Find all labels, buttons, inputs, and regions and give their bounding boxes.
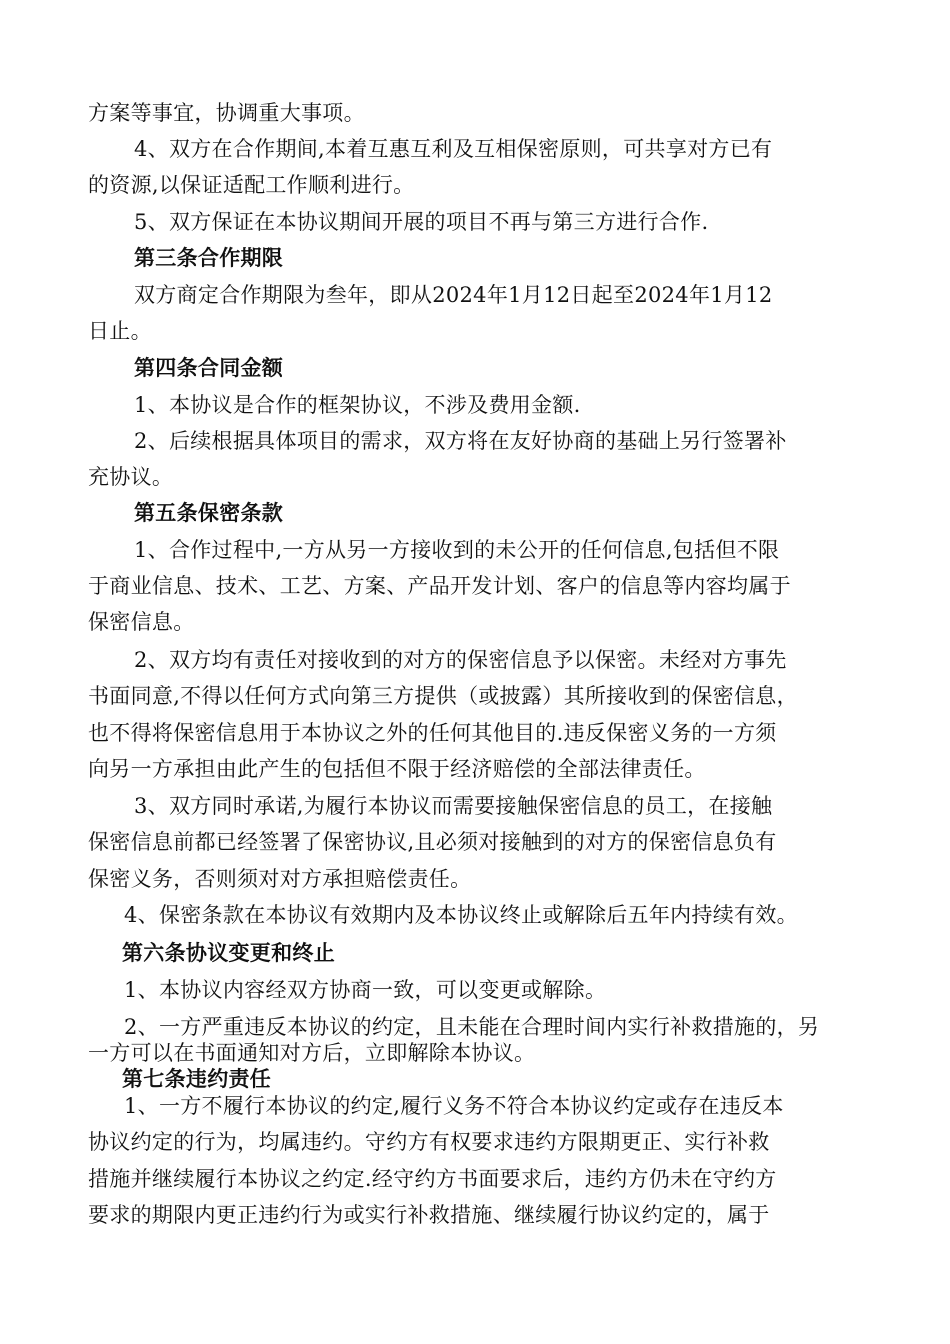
body-line: 一方可以在书面通知对方后，立即解除本协议。 [88,1041,536,1065]
clause-item: 2、一方严重违反本协议的约定，且未能在合理时间内实行补救措施的，另 [124,1015,820,1039]
section-heading-4: 第四条合同金额 [134,355,284,380]
clause-item: 3、双方同时承诺,为履行本协议而需要接触保密信息的员工，在接触 [134,794,773,818]
body-line: 的资源,以保证适配工作顺利进行。 [88,173,415,197]
body-line: 也不得将保密信息用于本协议之外的任何其他目的.违反保密义务的一方须 [88,721,777,745]
clause-item: 双方商定合作期限为叁年，即从2024年1月12日起至2024年1月12 [134,283,773,307]
body-line: 协议约定的行为，均属违约。守约方有权要求违约方限期更正、实行补救 [88,1130,770,1154]
body-line: 保密信息前都已经签署了保密协议,且必须对接触到的对方的保密信息负有 [88,830,777,854]
clause-item: 1、一方不履行本协议的约定,履行义务不符合本协议约定或存在违反本 [124,1094,784,1118]
body-line: 方案等事宜，协调重大事项。 [88,101,365,125]
clause-item: 5、双方保证在本协议期间开展的项目不再与第三方进行合作. [134,210,709,234]
section-heading-5: 第五条保密条款 [134,500,284,525]
clause-item: 1、本协议内容经双方协商一致，可以变更或解除。 [124,978,607,1002]
section-heading-6: 第六条协议变更和终止 [122,940,335,965]
body-line: 日止。 [88,319,152,343]
clause-item: 2、后续根据具体项目的需求，双方将在友好协商的基础上另行签署补 [134,429,787,453]
body-line: 向另一方承担由此产生的包括但不限于经济赔偿的全部法律责任。 [88,757,706,781]
section-heading-3: 第三条合作期限 [134,245,284,270]
body-line: 保密义务，否则须对对方承担赔偿责任。 [88,867,472,891]
clause-item: 1、本协议是合作的框架协议，不涉及费用金额. [134,393,581,417]
body-line: 书面同意,不得以任何方式向第三方提供（或披露）其所接收到的保密信息， [88,684,798,708]
body-line: 于商业信息、技术、工艺、方案、产品开发计划、客户的信息等内容均属于 [88,574,791,598]
body-line: 保密信息。 [88,610,195,634]
body-line: 充协议。 [88,465,174,489]
body-line: 要求的期限内更正违约行为或实行补救措施、继续履行协议约定的，属于 [88,1203,770,1227]
section-heading-7: 第七条违约责任 [122,1066,272,1091]
clause-item: 1、合作过程中,一方从另一方接收到的未公开的任何信息,包括但不限 [134,538,780,562]
clause-item: 4、保密条款在本协议有效期内及本协议终止或解除后五年内持续有效。 [124,903,798,927]
clause-item: 2、双方均有责任对接收到的对方的保密信息予以保密。未经对方事先 [134,648,787,672]
clause-item: 4、双方在合作期间,本着互惠互利及互相保密原则，可共享对方已有 [134,137,773,161]
body-line: 措施并继续履行本协议之约定.经守约方书面要求后，违约方仍未在守约方 [88,1167,777,1191]
